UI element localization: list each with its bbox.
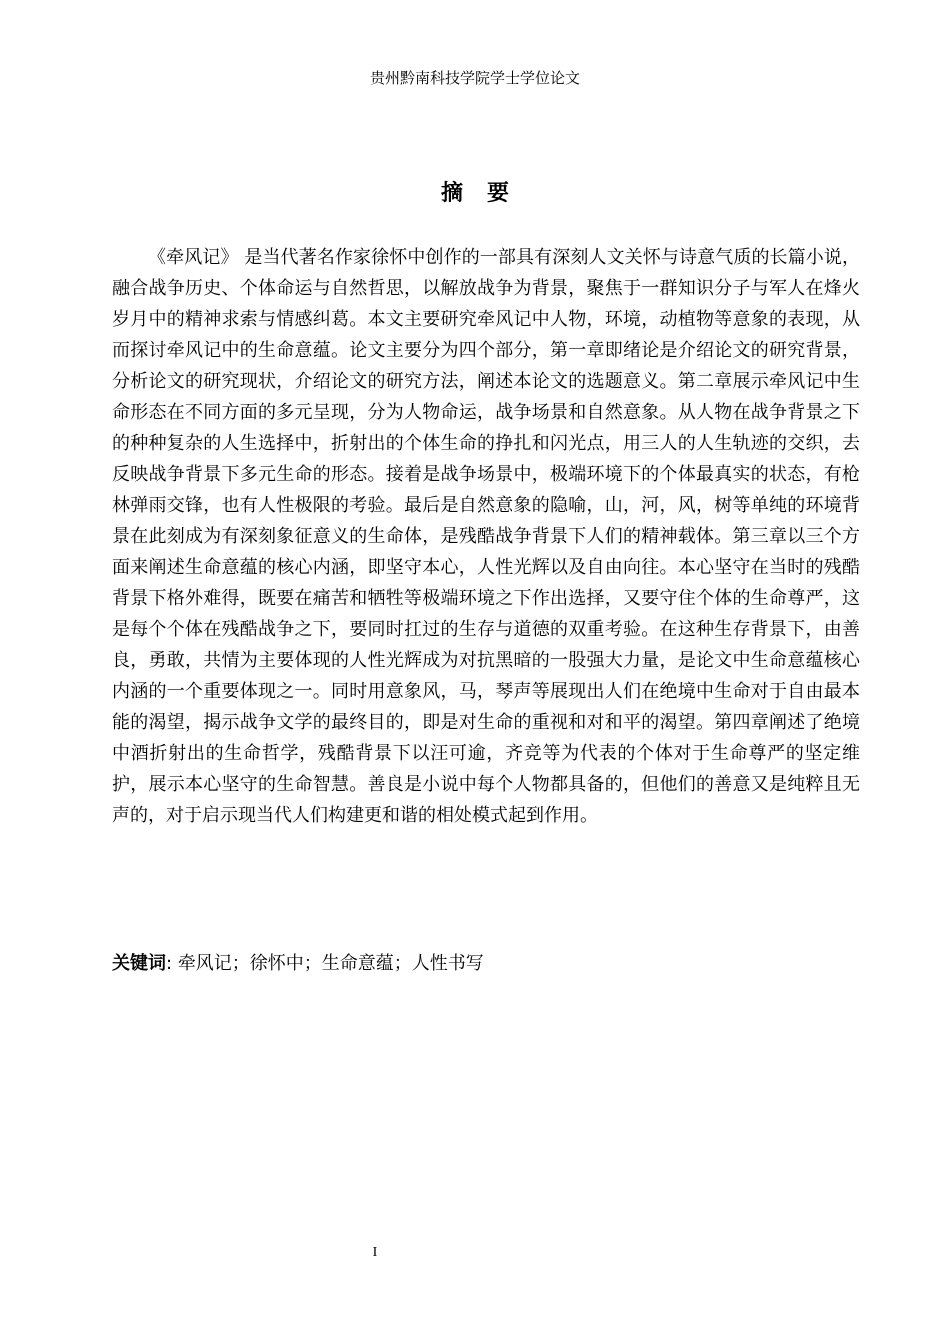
keywords-separator: : — [166, 953, 173, 974]
running-header: 贵州黔南科技学院学士学位论文 — [369, 69, 580, 87]
keywords-text: 牵风记；徐怀中；生命意蕴；人性书写 — [177, 953, 484, 974]
page-number: I — [372, 1245, 378, 1260]
abstract-title: 摘要 — [440, 181, 533, 206]
keywords-label: 关键词 — [112, 953, 166, 974]
keywords-line — [112, 948, 860, 979]
abstract-body: 《牵风记》 是当代著名作家徐怀中创作的一部具有深刻人文关怀与诗意气质的长篇小说，融合战争历史、个体命运与自然哲思，以解放战争为背景，聚焦于一群知识分子与军人在烽火岁月中的精神求索与情感纠葛。本文主要研究牵风记中人物，环境，动植物等意象的表现，从而探讨牵风记中的生命意蕴。论文主要分为四个部分，第一章即绪论是介绍论文的研究背景，分析论文的研究现状，介绍论文的研究方法，阐述本论文的选题意义。第二章展示牵风记中生命形态在不同方面的多元呈现，分为人物命运，战争场景和自然意象。从人物在战争背景之下的种种复杂的人生选择中，折射出的个体生命的挣扎和闪光点，用三人的人生轨迹的交织，去反映战争背景下多元生命的形态。接着是战争场景中，极端环境下的个体最真实的状态，有枪林弹雨交锋，也有人性极限的考验。最后是自然意象的隐喻，山，河，风，树等单纯的环境背景在此刻成为有深刻象征意义的生命体，是残酷战争背景下人们的精神载体。第三章以三个方面来阐述生命意蕴的核心内涵，即坚守本心，人性光辉以及自由向往。本心坚守在当时的残酷背景下格外难得，既要在痛苦和牺牲等极端环境之下作出选择，又要守住个体的生命尊严，这是每个个体在残酷战争之下，要同时扛过的生存与道德的双重考验。在这种生存背景下，由善良，勇敢，共情为主要体现的人性光辉成为对抗黑暗的一股强大力量，是论文中生命意蕴核心内涵的一个重要体现之一。同时用意象风，马，琴声等展现出人们在绝境中生命对于自由最本能的渴望，揭示战争文学的最终目的，即是对生命的重视和对和平的渴望。第四章阐述了绝境中酒折射出的生命哲学，残酷背景下以汪可逾，齐竞等为代表的个体对于生命尊严的坚定维护，展示本心坚守的生命智慧。善良是小说中每个人物都具备的，但他们的善意又是纯粹且无声的，对于启示现当代人们构建更和谐的相处模式起到作用。 — [112, 247, 860, 826]
